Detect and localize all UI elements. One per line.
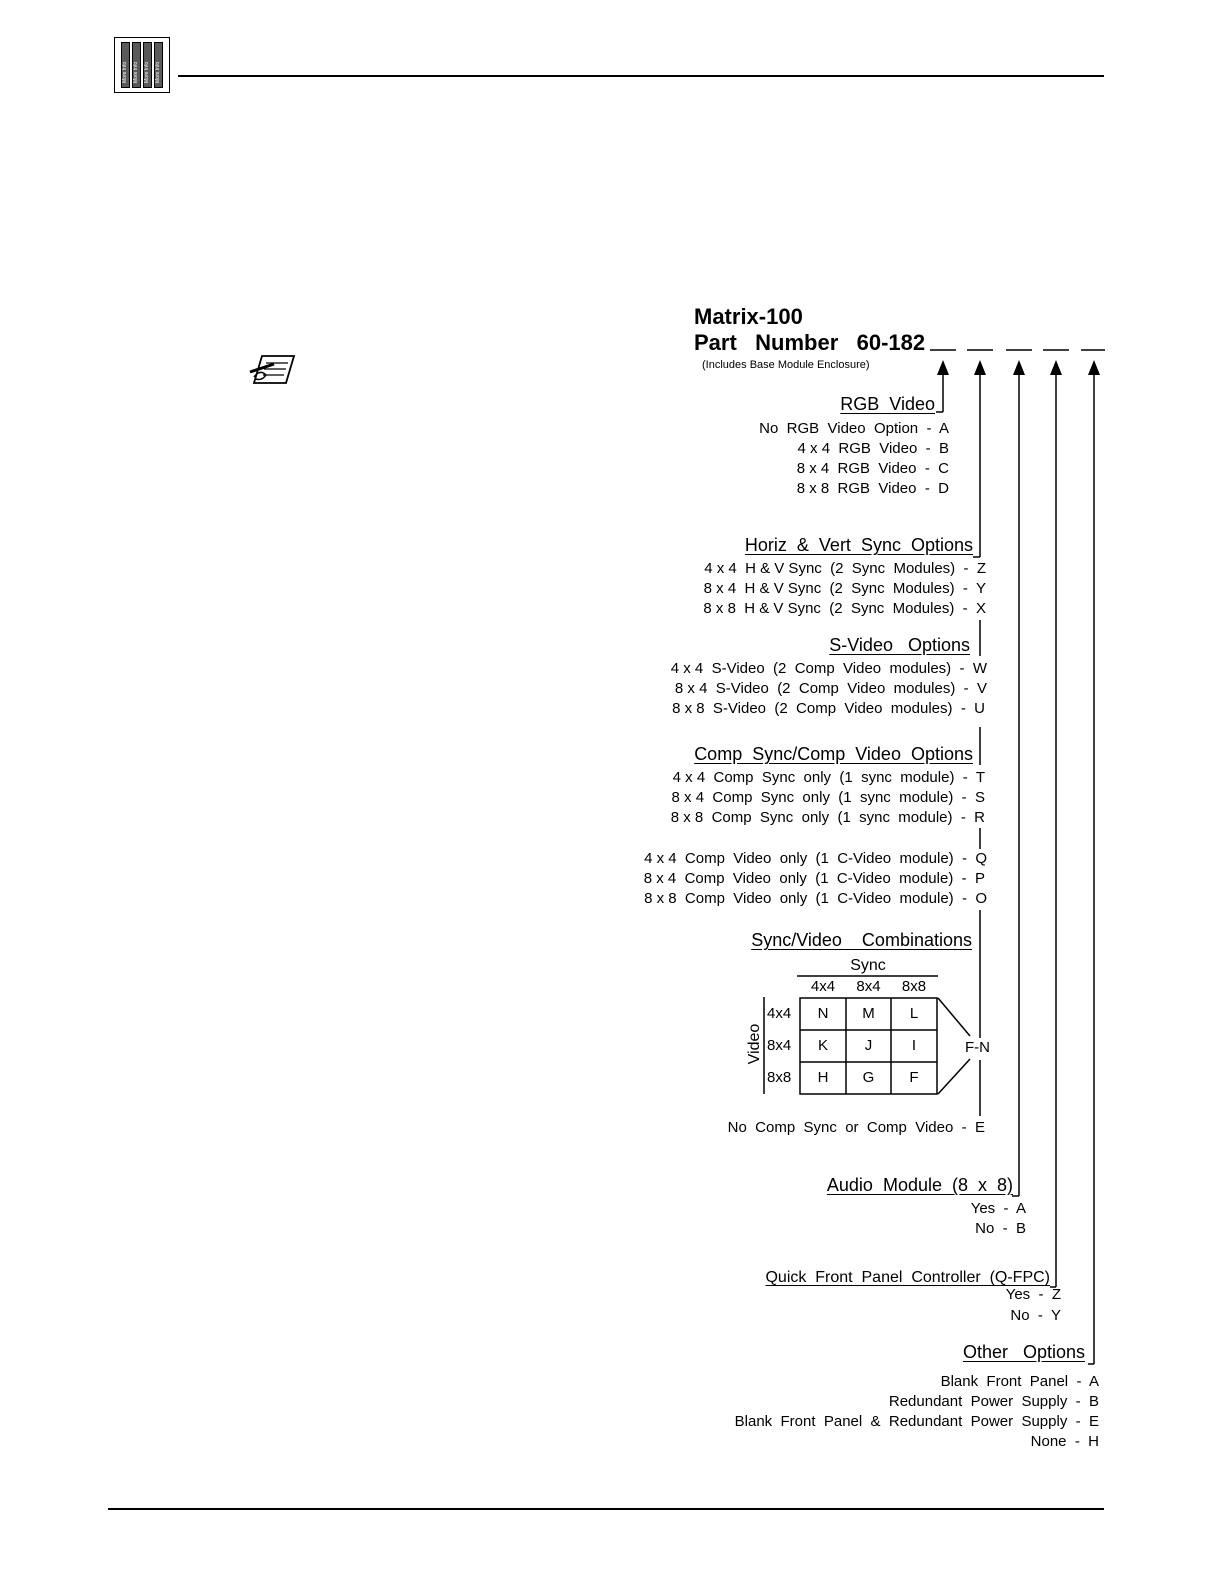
svideo-heading: S-Video Options xyxy=(829,635,970,655)
grid-cell: L xyxy=(909,1005,919,1022)
book-icon: More Info xyxy=(143,42,152,88)
grid-cell: H xyxy=(817,1069,829,1086)
svideo-option-w: 4 x 4 S-Video (2 Comp Video modules) - W xyxy=(670,660,987,677)
other-heading: Other Options xyxy=(962,1342,1085,1362)
rgb-option-b: 4 x 4 RGB Video - B xyxy=(797,440,949,457)
qfpc-heading: Quick Front Panel Controller (Q-FPC) xyxy=(765,1269,1050,1286)
qfpc-option-y: No - Y xyxy=(1010,1307,1061,1324)
comp-video-option-o: 8 x 8 Comp Video only (1 C-Video module) - O xyxy=(644,890,987,907)
comp-sync-option-r: 8 x 8 Comp Sync only (1 sync module) - R xyxy=(670,809,985,826)
col-label-8x4: 8x4 xyxy=(856,978,881,995)
row-label-8x4: 8x4 xyxy=(767,1037,792,1054)
audio-heading: Audio Module (8 x 8) xyxy=(826,1175,1013,1195)
part-number-label: Part Number 60-182 xyxy=(694,330,926,355)
part-number-note: (Includes Base Module Enclosure) xyxy=(702,359,870,371)
comp-heading: Comp Sync/Comp Video Options xyxy=(694,744,973,764)
col-label-4x4: 4x4 xyxy=(810,978,836,995)
sync-axis-label: Sync xyxy=(850,957,886,974)
grid-cell: J xyxy=(864,1037,873,1054)
comp-none-option-e: No Comp Sync or Comp Video - E xyxy=(727,1119,985,1136)
qfpc-option-z: Yes - Z xyxy=(1005,1286,1061,1303)
comp-sync-option-s: 8 x 4 Comp Sync only (1 sync module) - S xyxy=(671,789,985,806)
row-label-8x8: 8x8 xyxy=(767,1069,792,1086)
rgb-option-a: No RGB Video Option - A xyxy=(759,420,949,437)
comp-sync-option-t: 4 x 4 Comp Sync only (1 sync module) - T xyxy=(672,769,985,786)
audio-option-b: No - B xyxy=(975,1220,1026,1237)
combos-heading: Sync/Video Combinations xyxy=(751,930,972,950)
other-option-h: None - H xyxy=(1030,1433,1099,1450)
product-name: Matrix-100 xyxy=(694,304,803,329)
other-option-e: Blank Front Panel & Redundant Power Supply - E xyxy=(734,1413,1099,1430)
footer-rule xyxy=(108,1508,1104,1510)
grid-cell: F xyxy=(909,1069,919,1086)
comp-video-option-q: 4 x 4 Comp Video only (1 C-Video module) - Q xyxy=(644,850,987,867)
combos-range-label: F-N xyxy=(965,1039,990,1056)
grid-cell: G xyxy=(862,1069,875,1086)
grid-cell: I xyxy=(911,1037,917,1054)
video-axis-label: Video xyxy=(746,1023,763,1065)
hv-sync-option-z: 4 x 4 H & V Sync (2 Sync Modules) - Z xyxy=(704,560,986,577)
hv-sync-option-x: 8 x 8 H & V Sync (2 Sync Modules) - X xyxy=(703,600,986,617)
grid-cell: M xyxy=(862,1005,875,1022)
book-icon: More Info xyxy=(132,42,141,88)
other-option-a: Blank Front Panel - A xyxy=(940,1373,1099,1390)
hv-sync-option-y: 8 x 4 H & V Sync (2 Sync Modules) - Y xyxy=(703,580,986,597)
book-icon: More Info xyxy=(154,42,163,88)
rgb-option-d: 8 x 8 RGB Video - D xyxy=(796,480,949,497)
comp-video-option-p: 8 x 4 Comp Video only (1 C-Video module) - P xyxy=(643,870,985,887)
rgb-video-heading: RGB Video xyxy=(840,394,935,414)
other-option-b: Redundant Power Supply - B xyxy=(888,1393,1099,1410)
audio-option-a: Yes - A xyxy=(970,1200,1026,1217)
svideo-option-v: 8 x 4 S-Video (2 Comp Video modules) - V xyxy=(674,680,987,697)
svideo-option-u: 8 x 8 S-Video (2 Comp Video modules) - U xyxy=(672,700,985,717)
row-label-4x4: 4x4 xyxy=(767,1005,792,1022)
book-icon: More Info xyxy=(121,42,130,88)
grid-cell: N xyxy=(817,1005,829,1022)
rgb-option-c: 8 x 4 RGB Video - C xyxy=(796,460,949,477)
grid-cell: K xyxy=(817,1037,828,1054)
hv-sync-heading: Horiz & Vert Sync Options xyxy=(744,535,973,555)
col-label-8x8: 8x8 xyxy=(901,978,927,995)
